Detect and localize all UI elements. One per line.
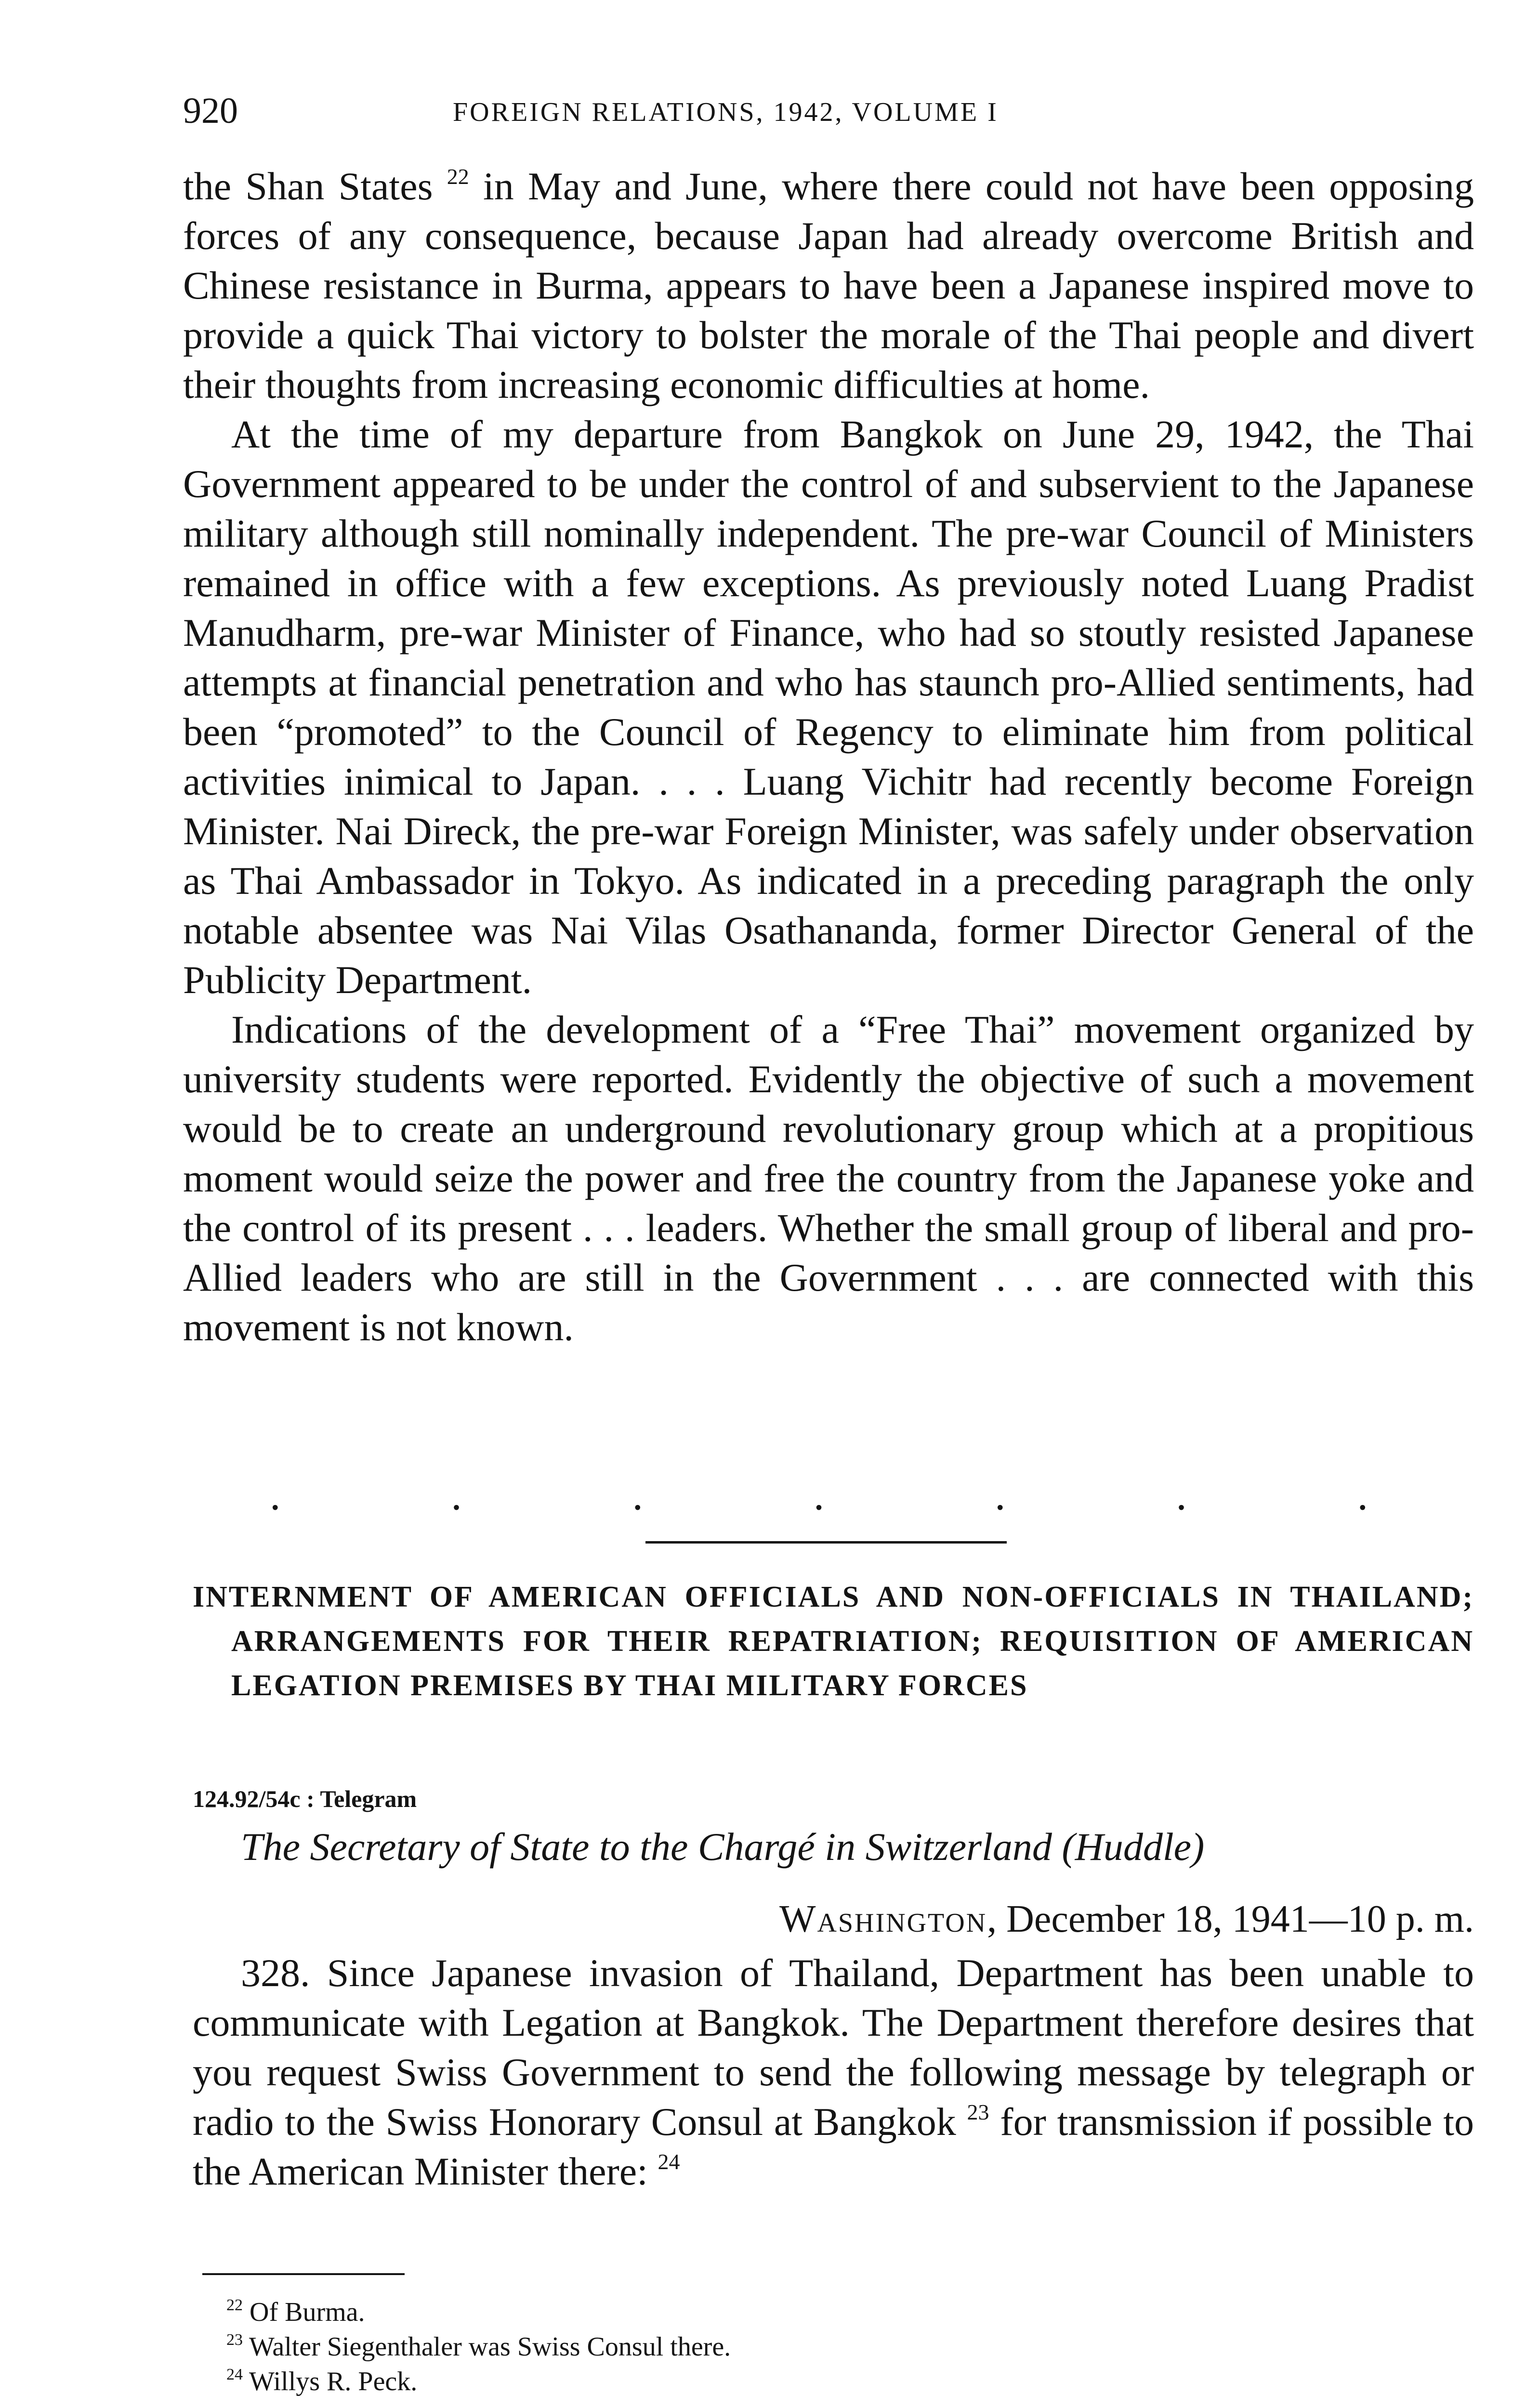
telegram-paragraph — [193, 1948, 1474, 2196]
footnote-text: Of Burma. — [250, 2297, 365, 2327]
omission-dots — [270, 1471, 1368, 1519]
paragraph-text: the Shan States — [183, 164, 433, 208]
omission-dot: . — [270, 1471, 281, 1519]
footnote-rule — [202, 2273, 405, 2275]
footnote-ref-22: 22 — [447, 164, 469, 189]
dateline-date: , December 18, 1941—10 p. m. — [987, 1898, 1474, 1940]
footnote-number: 23 — [226, 2331, 243, 2349]
paragraph-text: in May and June, where there could not have been opposing forces of any consequence, because Japan had already overcome British and Chinese resistance in Burma, appears to have been a Japanese inspired move to provide a quick Thai victory to bolster the morale of the Thai people and divert their thoughts from increasing economic difficulties at home. — [183, 164, 1474, 406]
page-number: 920 — [183, 91, 238, 131]
footnote-text: Willys R. Peck. — [249, 2367, 418, 2396]
omission-dot: . — [995, 1471, 1006, 1519]
paragraph-thai-government: At the time of my departure from Bangkok on June 29, 1942, the Thai Government appeared to be under the control of and subservient to the Japanese military although still nominally independent. The pre-war Council of Ministers remained in office with a few exceptions. As previously noted Luang Pradist Manudharm, pre-war Minister of Finance, who had so stoutly resisted Japanese attempts at financial penetration and who has staunch pro-Allied sentiments, had been “promoted” to the Council of Regency to eliminate him from political activities inimical to Japan. . . . Luang Vichitr had recently become Foreign Minister. Nai Direck, the pre-war Foreign Minister, was safely under observation as Thai Ambassador in Tokyo. As indicated in a preceding paragraph the only notable absentee was Nai Vilas Osathananda, former Director General of the Publicity Department. — [183, 412, 1474, 1002]
dateline — [626, 1895, 1474, 1943]
footnote-number: 24 — [226, 2366, 243, 2383]
footnote-number: 22 — [226, 2296, 243, 2314]
page-header — [183, 87, 1474, 140]
omission-dot: . — [632, 1471, 643, 1519]
paragraph-shan-states — [183, 161, 1474, 409]
document-title: The Secretary of State to the Chargé in Switzerland (Huddle) — [241, 1825, 1205, 1869]
dateline-place: Washington — [779, 1898, 987, 1940]
footnote-22 — [226, 2295, 1431, 2329]
file-reference: 124.92/54c : Telegram — [193, 1785, 417, 1812]
omission-dot: . — [1357, 1471, 1368, 1519]
footnote-ref-24: 24 — [658, 2149, 680, 2174]
running-head: FOREIGN RELATIONS, 1942, VOLUME I — [453, 97, 999, 127]
footnote-24 — [226, 2364, 1431, 2399]
footnote-23 — [226, 2329, 1431, 2364]
footnote-text: Walter Siegenthaler was Swiss Consul there. — [249, 2332, 731, 2362]
footnotes — [226, 2295, 1431, 2399]
paragraph-free-thai: Indications of the development of a “Free Thai” movement organized by university students were reported. Evidently the objective of such a movement would be to create an underground revolutionary group which at a propitious moment would seize the power and free the country from the Japanese yoke and the control of its present . . . leaders. Whether the small group of liberal and pro-Allied leaders who are still in the Government . . . are connected with this movement is not known. — [183, 1008, 1474, 1349]
omission-dot: . — [813, 1471, 825, 1519]
section-heading: INTERNMENT OF AMERICAN OFFICIALS AND NON-OFFICIALS IN THAILAND; ARRANGEMENTS FOR THEIR REPATRIATION; REQUISITION OF AMERICAN LEGATION PREMISES BY THAI MILITARY FORCES — [193, 1581, 1474, 1702]
section-divider — [645, 1541, 1007, 1544]
omission-dot: . — [451, 1471, 462, 1519]
omission-dot: . — [1176, 1471, 1187, 1519]
footnote-ref-23: 23 — [967, 2100, 989, 2124]
telegram-body — [193, 1948, 1474, 2196]
telegram-text: 328. Since Japanese invasion of Thailand, Department has been unable to communicate with Legation at Bangkok. The Department therefore desires that you request Swiss Government to send the following message by telegraph or radio to the Swiss Honorary Consul at Bangkok — [193, 1951, 1474, 2144]
body-text — [183, 161, 1474, 1352]
telegram-text: for transmission if possible to the American Minister there: — [193, 2100, 1474, 2193]
